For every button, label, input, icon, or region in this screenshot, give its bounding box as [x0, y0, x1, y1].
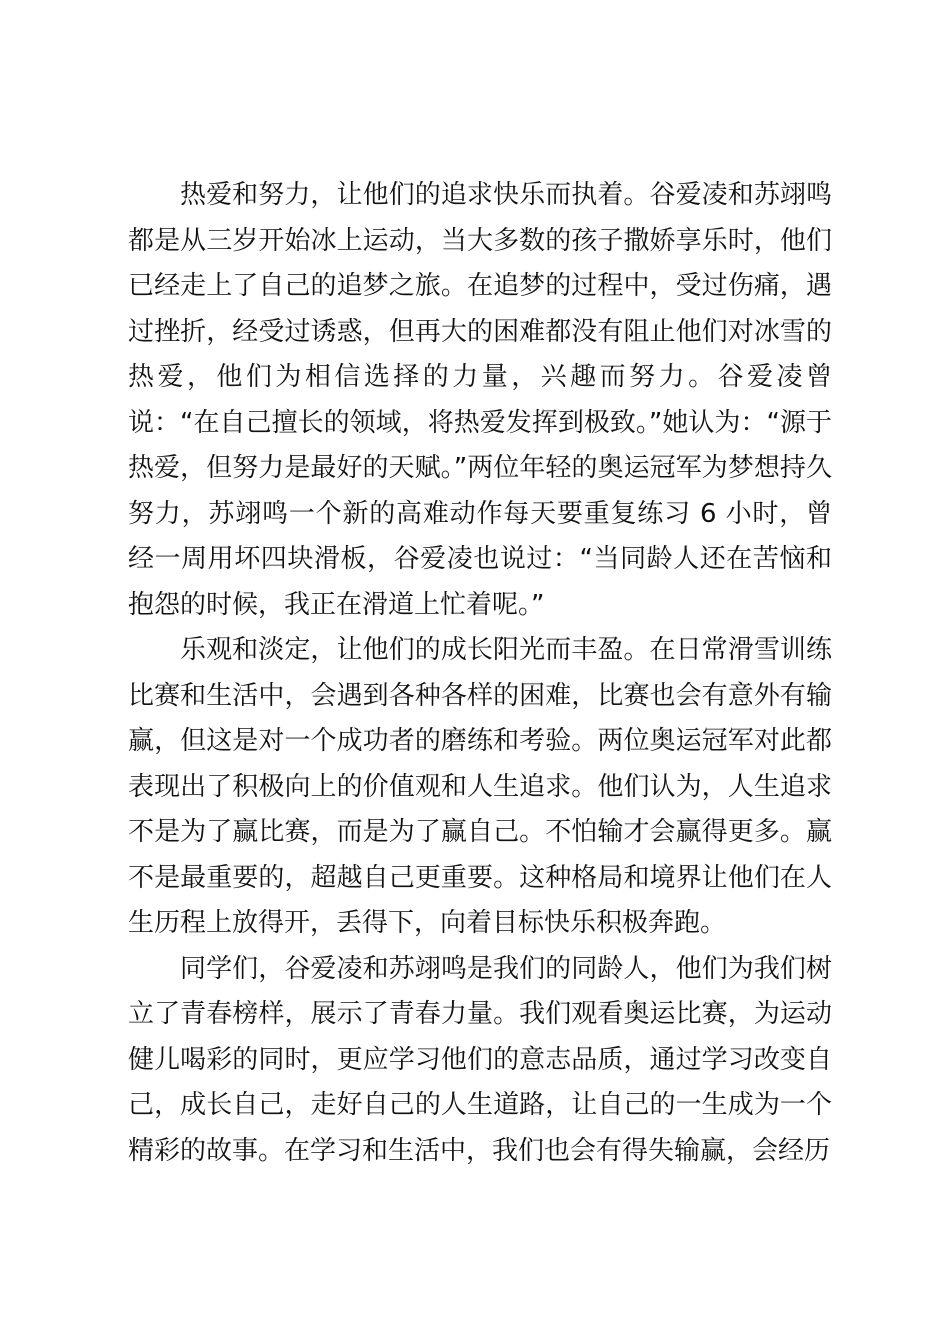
- paragraph-passion-and-effort: 热爱和努力，让他们的追求快乐而执着。谷爱凌和苏翊鸣都是从三岁开始冰上运动，当大多数的孩子撒娇享乐时，他们已经走上了自己的追梦之旅。在追梦的过程中，受过伤痛，遇过挫折，经受过诱惑，但再大的困难都没有阻止他们对冰雪的热爱，他们为相信选择的力量，兴趣而努力。谷爱凌曾说：“在自己擅长的领域，将热爱发挥到极致。”她认为：“源于热爱，但努力是最好的天赋。”两位年轻的奥运冠军为梦想持久努力，苏翊鸣一个新的高难动作每天要重复练习 6 小时，曾经一周用坏四块滑板，谷爱凌也说过：“当同龄人还在苦恼和抱怨的时候，我正在滑道上忙着呢。”: [128, 180, 832, 620]
- paragraph-classmates-role-models: 同学们，谷爱凌和苏翊鸣是我们的同龄人，他们为我们树立了青春榜样，展示了青春力量。我们观看奥运比赛，为运动健儿喝彩的同时，更应学习他们的意志品质，通过学习改变自己，成长自己，走好自己的人生道路，让自己的一生成为一个精彩的故事。在学习和生活中，我们也会有得失输赢，会经历: [128, 953, 832, 1166]
- paragraph-optimism-and-calm: 乐观和淡定，让他们的成长阳光而丰盈。在日常滑雪训练比赛和生活中，会遇到各种各样的困难，比赛也会有意外有输赢，但这是对一个成功者的磨练和考验。两位奥运冠军对此都表现出了积极向上的价值观和人生追求。他们认为，人生追求不是为了赢比赛，而是为了赢自己。不怕输才会赢得更多。赢不是最重要的，超越自己更重要。这种格局和境界让他们在人生历程上放得开，丢得下，向着目标快乐积极奔跑。: [128, 635, 832, 938]
- document-body: [128, 173, 832, 1174]
